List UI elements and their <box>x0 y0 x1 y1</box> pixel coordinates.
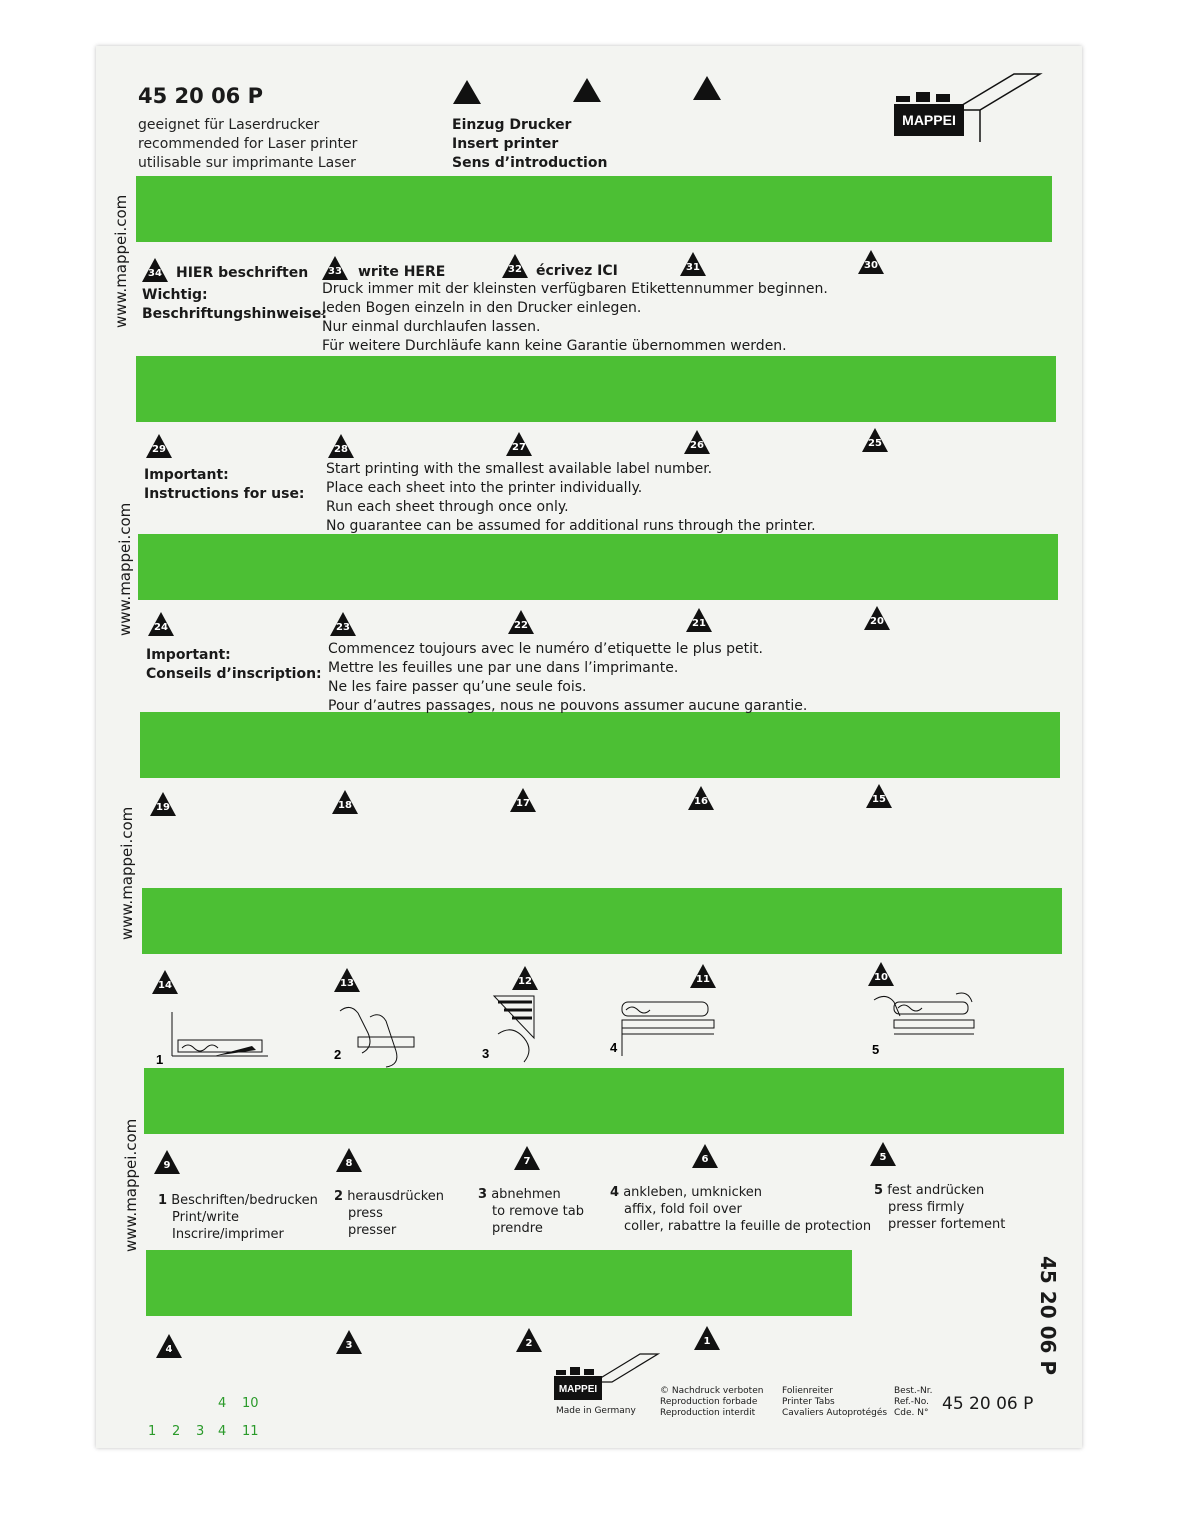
label-number: 2 <box>525 1338 533 1349</box>
write-here-de: HIER beschriften <box>176 265 309 281</box>
write-here-fr: écrivez ICI <box>536 263 618 279</box>
label-number: 34 <box>148 268 162 279</box>
vertical-product-code: 45 20 06 P <box>1036 1256 1060 1376</box>
step-2-illustration <box>330 1001 450 1071</box>
made-in-germany: Made in Germany <box>556 1406 636 1416</box>
label-band[interactable] <box>140 712 1060 778</box>
label-number: 11 <box>696 974 710 985</box>
svg-text:3: 3 <box>482 1046 490 1061</box>
label-number: 31 <box>686 262 700 273</box>
step-5-illustration <box>868 990 988 1060</box>
step-4-caption: 4 ankleben, umknicken affix, fold foil over coller, rabattre la feuille de protection <box>610 1185 872 1234</box>
label-number: 16 <box>694 796 708 807</box>
suitability-text: geeignet für Laserdrucker recommended for Laser printer utilisable sur imprimante Laser <box>138 117 358 171</box>
label-number: 17 <box>516 798 530 809</box>
step-4-illustration <box>608 998 718 1058</box>
step-2-caption: 2 herausdrücken press presser <box>334 1189 445 1238</box>
label-number: 20 <box>870 616 884 627</box>
instructions-fr: Commencez toujours avec le numéro d’etiquette le plus petit. Mettre les feuilles une par une dans l’imprimante. Ne les faire passer qu’une seule fois. Pour d’autres passages, nous ne pouvons assumer aucune garantie. <box>328 641 808 714</box>
label-number: 22 <box>514 620 528 631</box>
corner-number: 4 <box>218 1396 227 1411</box>
feed-arrow-icon <box>693 76 721 100</box>
label-number: 26 <box>690 440 704 451</box>
svg-text:MAPPEI: MAPPEI <box>558 1384 598 1395</box>
label-number: 23 <box>336 622 350 633</box>
instructions-de-labels: Wichtig: Beschriftungshinweise: <box>142 287 327 322</box>
label-number: 29 <box>152 444 166 455</box>
insert-direction-text: Einzug Drucker Insert printer Sens d’introduction <box>452 117 608 171</box>
label-number: 14 <box>158 980 172 991</box>
label-band[interactable] <box>136 176 1052 242</box>
label-number: 33 <box>328 266 342 277</box>
label-number: 5 <box>879 1152 887 1163</box>
corner-number: 10 <box>242 1396 259 1411</box>
step-1-illustration <box>152 1006 272 1066</box>
corner-number: 1 <box>148 1424 157 1439</box>
label-number: 28 <box>334 444 348 455</box>
label-number: 13 <box>340 978 354 989</box>
label-band[interactable] <box>136 356 1056 422</box>
label-number: 8 <box>345 1158 353 1169</box>
instructions-fr-labels: Important: Conseils d’inscription: <box>146 647 322 682</box>
footer-mappei-logo <box>554 1352 660 1412</box>
label-number: 1 <box>703 1336 711 1347</box>
product-code: 45 20 06 P <box>138 84 263 108</box>
step-5-caption: 5 fest andrücken press firmly presser fortement <box>874 1183 1006 1232</box>
corner-number: 11 <box>242 1424 259 1439</box>
step-3-illustration <box>478 994 558 1069</box>
label-band[interactable] <box>142 888 1062 954</box>
label-number: 10 <box>874 972 888 983</box>
label-band[interactable] <box>146 1250 852 1316</box>
copyright-note: © Nachdruck verboten Reproduction forbade Reproduction interdit <box>660 1386 764 1418</box>
side-url: www.mappei.com <box>116 502 134 636</box>
instructions-en-labels: Important: Instructions for use: <box>144 467 305 502</box>
corner-number: 4 <box>218 1424 227 1439</box>
label-number: 7 <box>523 1156 531 1167</box>
step-1-caption: 1 Beschriften/bedrucken Print/write Inscrire/imprimer <box>158 1193 318 1242</box>
instructions-de: Druck immer mit der kleinsten verfügbaren Etikettennummer beginnen. Jeden Bogen einzeln in den Drucker einlegen. Nur einmal durchlaufen lassen. Für weitere Durchläufe kann keine Garantie übernommen werden. <box>322 281 828 354</box>
label-sheet <box>96 46 1082 1448</box>
svg-text:5: 5 <box>872 1042 880 1057</box>
svg-text:2: 2 <box>334 1047 342 1062</box>
label-number: 19 <box>156 802 170 813</box>
label-number: 25 <box>868 438 882 449</box>
footer-product-code: 45 20 06 P <box>942 1394 1034 1414</box>
corner-number: 3 <box>196 1424 205 1439</box>
label-number: 12 <box>518 976 532 987</box>
label-number: 24 <box>154 622 168 633</box>
label-number: 9 <box>163 1160 171 1171</box>
label-number: 32 <box>508 264 522 275</box>
product-description: Folienreiter Printer Tabs Cavaliers Autoprotégés <box>782 1386 888 1418</box>
order-labels: Best.-Nr. Ref.-No. Cde. N° <box>894 1386 933 1418</box>
corner-number: 2 <box>172 1424 181 1439</box>
label-number: 15 <box>872 794 886 805</box>
svg-text:4: 4 <box>610 1040 618 1055</box>
write-here-en: write HERE <box>358 264 446 280</box>
label-number: 4 <box>165 1344 173 1355</box>
label-band[interactable] <box>144 1068 1064 1134</box>
label-number: 3 <box>345 1340 353 1351</box>
label-number: 27 <box>512 442 526 453</box>
label-number: 6 <box>701 1154 709 1165</box>
mappei-logo <box>894 70 1044 150</box>
label-band[interactable] <box>138 534 1058 600</box>
label-number: 21 <box>692 618 706 629</box>
feed-arrow-icon <box>573 78 601 102</box>
svg-text:1: 1 <box>156 1052 164 1066</box>
step-3-caption: 3 abnehmen to remove tab prendre <box>478 1187 584 1236</box>
label-number: 30 <box>864 260 878 271</box>
feed-arrow-icon <box>453 80 481 104</box>
side-url: www.mappei.com <box>122 1118 140 1252</box>
brand-text: MAPPEI <box>902 112 956 128</box>
side-url: www.mappei.com <box>118 806 136 940</box>
label-number: 18 <box>338 800 352 811</box>
instructions-en: Start printing with the smallest available label number. Place each sheet into the printer individually. Run each sheet through once only. No guarantee can be assumed for additional runs through the printer. <box>326 461 816 534</box>
side-url: www.mappei.com <box>112 194 130 328</box>
